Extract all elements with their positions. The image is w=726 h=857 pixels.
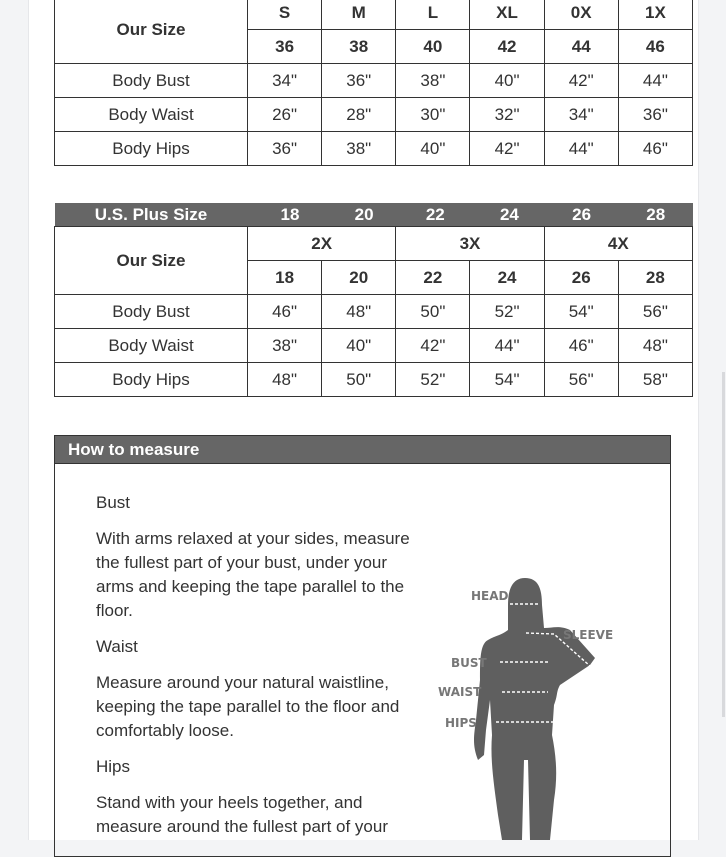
size-number: 40: [396, 30, 470, 64]
us-plus-size-label: U.S. Plus Size: [55, 203, 248, 227]
silhouette-icon: [474, 578, 595, 840]
size-number: 28: [618, 261, 692, 295]
size-group: 3X: [396, 227, 544, 261]
cell: 38": [248, 329, 322, 363]
size-letter: M: [322, 0, 396, 30]
cell: 56": [618, 295, 692, 329]
size-number: 42: [470, 30, 544, 64]
cell: 48": [322, 295, 396, 329]
cell: 42": [396, 329, 470, 363]
size-letter: S: [248, 0, 322, 30]
size-number: 20: [322, 261, 396, 295]
size-number: 24: [470, 261, 544, 295]
hips-title: Hips: [96, 757, 131, 776]
how-to-measure-text: [96, 491, 426, 851]
cell: 36": [618, 98, 692, 132]
size-number: 46: [618, 30, 692, 64]
cell: 40": [322, 329, 396, 363]
waist-text: Measure around your natural waistline, keeping the tape parallel to the floor and comfortably loose.: [96, 673, 400, 740]
cell: 30": [396, 98, 470, 132]
size-number: 18: [248, 261, 322, 295]
us-size: 24: [470, 203, 544, 227]
cell: 46": [248, 295, 322, 329]
size-number: 26: [544, 261, 618, 295]
size-number: 38: [322, 30, 396, 64]
row-label: Body Hips: [55, 363, 248, 397]
us-size: 20: [322, 203, 396, 227]
row-label: Body Hips: [55, 132, 248, 166]
how-to-measure-title: How to measure: [55, 436, 670, 464]
cell: 44": [618, 64, 692, 98]
table-row: [55, 295, 693, 329]
cell: 54": [544, 295, 618, 329]
hips-label: HIPS: [445, 716, 477, 730]
cell: 40": [470, 64, 544, 98]
our-size-label: Our Size: [55, 0, 248, 64]
cell: 42": [470, 132, 544, 166]
table-row: [55, 132, 693, 166]
cell: 36": [248, 132, 322, 166]
table-row: [55, 98, 693, 132]
cell: 44": [470, 329, 544, 363]
cell: 50": [322, 363, 396, 397]
table-row: [55, 329, 693, 363]
cell: 26": [248, 98, 322, 132]
cell: 38": [322, 132, 396, 166]
plus-size-table: [54, 203, 693, 397]
bust-title: Bust: [96, 493, 131, 512]
cell: 56": [544, 363, 618, 397]
plus-size-header: [55, 203, 693, 227]
waist-label: WAIST: [438, 685, 482, 699]
cell: 54": [470, 363, 544, 397]
size-group: 4X: [544, 227, 692, 261]
waist-title: Waist: [96, 637, 138, 656]
row-label: Body Bust: [55, 64, 248, 98]
cell: 52": [470, 295, 544, 329]
cell: 48": [248, 363, 322, 397]
head-label: HEAD: [471, 589, 509, 603]
us-size: 22: [396, 203, 470, 227]
cell: 34": [544, 98, 618, 132]
cell: 38": [396, 64, 470, 98]
cell: 44": [544, 132, 618, 166]
row-label: Body Waist: [55, 98, 248, 132]
us-size: 26: [544, 203, 618, 227]
cell: 46": [618, 132, 692, 166]
cell: 40": [396, 132, 470, 166]
size-letter: 0X: [544, 0, 618, 30]
bust-label: BUST: [451, 656, 487, 670]
cell: 36": [322, 64, 396, 98]
cell: 32": [470, 98, 544, 132]
us-size: 28: [618, 203, 692, 227]
sleeve-label: SLEEVE: [563, 628, 614, 642]
body-measurement-figure: [420, 570, 620, 840]
size-letter: 1X: [618, 0, 692, 30]
cell: 48": [618, 329, 692, 363]
cell: 58": [618, 363, 692, 397]
size-number: 22: [396, 261, 470, 295]
cell: 42": [544, 64, 618, 98]
us-size: 18: [248, 203, 322, 227]
size-letter: L: [396, 0, 470, 30]
hips-text: Stand with your heels together, and measure around the fullest part of your: [96, 793, 388, 836]
size-group: 2X: [248, 227, 396, 261]
cell: 34": [248, 64, 322, 98]
size-number: 44: [544, 30, 618, 64]
size-letter: XL: [470, 0, 544, 30]
cell: 50": [396, 295, 470, 329]
cell: 52": [396, 363, 470, 397]
size-table: [54, 0, 693, 166]
our-size-label: Our Size: [55, 227, 248, 295]
table-row: [55, 363, 693, 397]
cell: 28": [322, 98, 396, 132]
cell: 46": [544, 329, 618, 363]
bust-text: With arms relaxed at your sides, measure the fullest part of your bust, under your arms and keeping the tape parallel to the floor.: [96, 529, 410, 620]
table-row: [55, 64, 693, 98]
size-number: 36: [248, 30, 322, 64]
scrollbar[interactable]: [722, 372, 725, 717]
row-label: Body Waist: [55, 329, 248, 363]
row-label: Body Bust: [55, 295, 248, 329]
